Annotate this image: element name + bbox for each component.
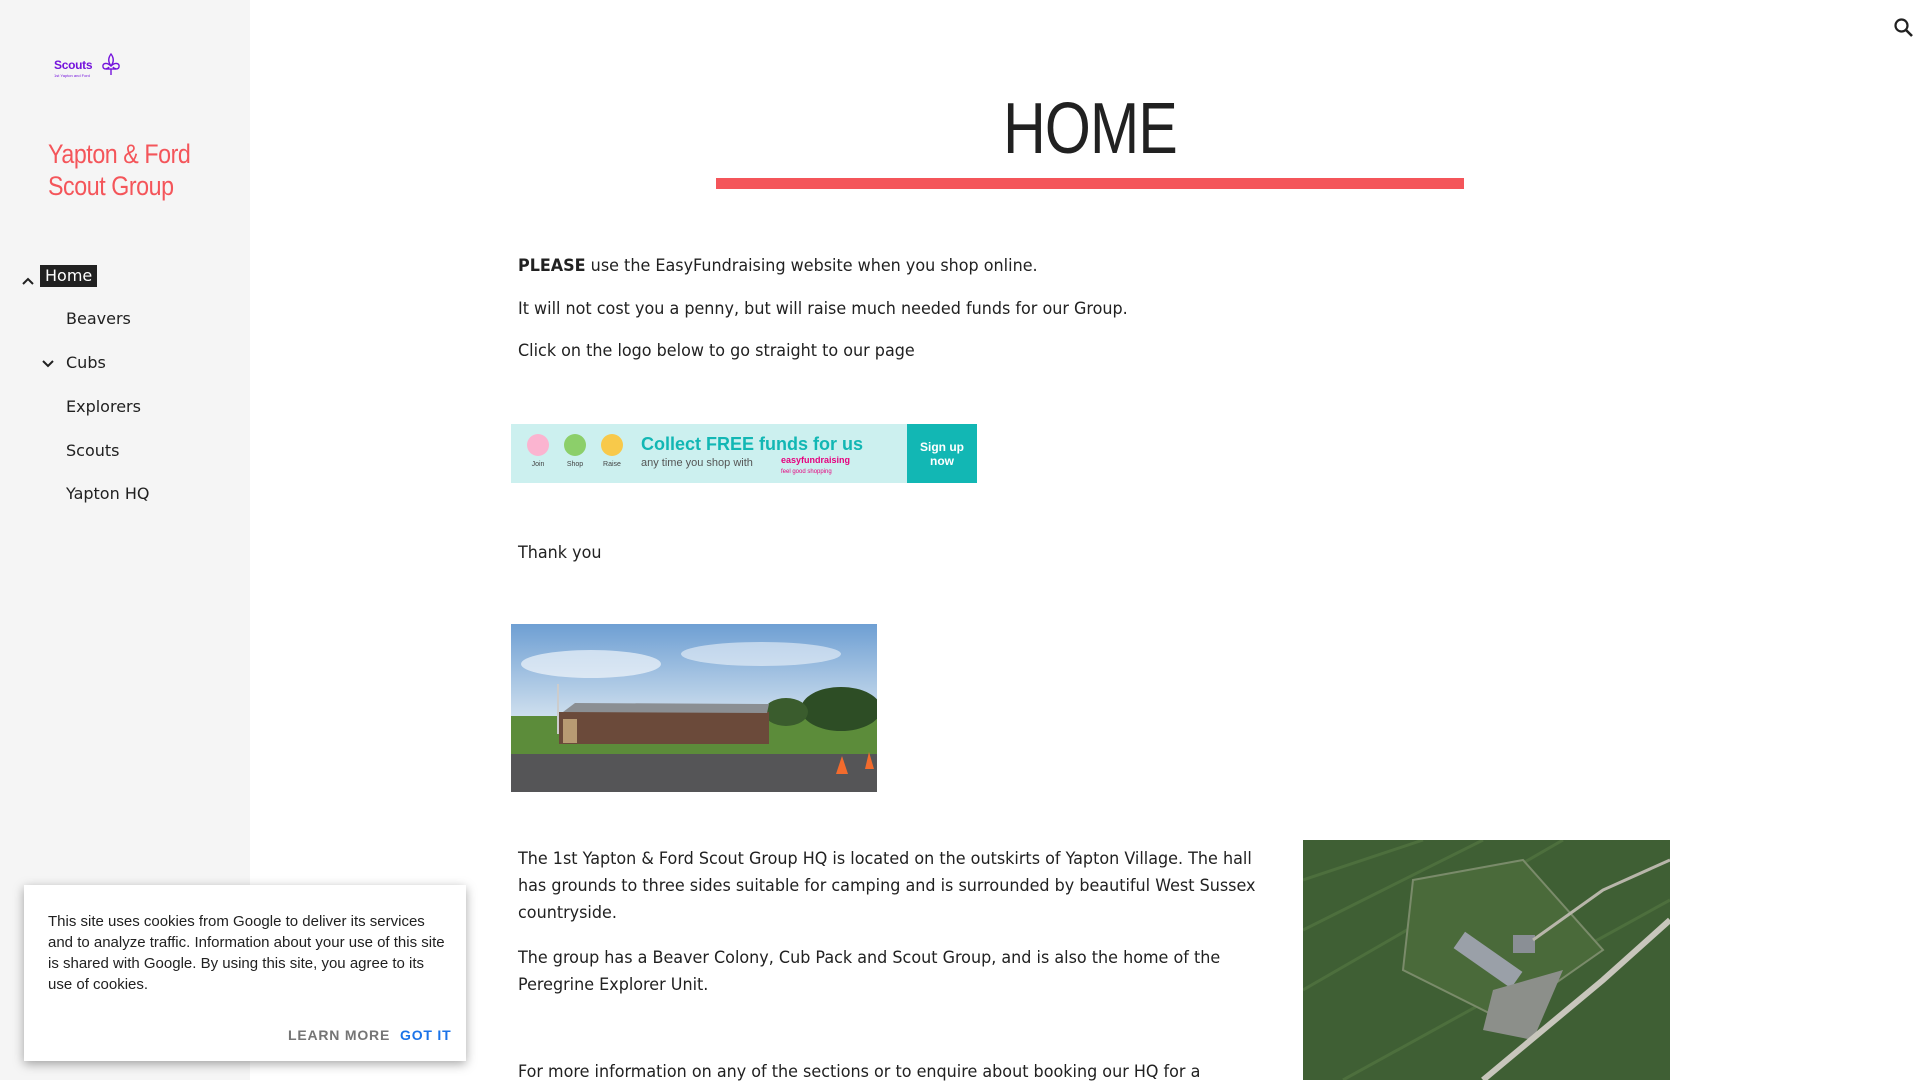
fundraising-text-1: use the EasyFundraising website when you shop online. (585, 256, 1038, 276)
cookie-message: This site uses cookies from Google to deliver its services and to analyze traffic. Information about your use of this site is shared with Google. By using this site, you agree to its use of cookies. (48, 913, 445, 993)
got-it-button[interactable]: GOT IT (400, 1027, 452, 1043)
coin-icon (601, 434, 623, 456)
sidebar-item-scouts[interactable]: Scouts (66, 441, 120, 460)
banner-shop-label: Shop (566, 461, 584, 468)
aerial-map-photo (1303, 840, 1670, 1080)
banner-subline: any time you shop with (641, 457, 753, 469)
search-icon[interactable] (1892, 16, 1916, 40)
please-bold: PLEASE (518, 256, 586, 276)
basket-icon (564, 434, 586, 456)
hq-paragraph-2: The group has a Beaver Colony, Cub Pack and Scout Group, and is also the home of the Peregrine Explorer Unit. (518, 948, 1221, 995)
title-underline (716, 178, 1464, 189)
efr-logo-text: easyfundraising (781, 455, 851, 465)
fundraising-paragraph-3: Click on the logo below to go straight to our page (518, 341, 915, 361)
signup-button[interactable]: Sign up now (907, 424, 977, 483)
banner-join-label: Join (531, 461, 545, 468)
site-title[interactable]: Yapton & Ford Scout Group (48, 139, 191, 201)
banner-headline: Collect FREE funds for us (641, 434, 864, 454)
hq-paragraph-1: The 1st Yapton & Ford Scout Group HQ is located on the outskirts of Yapton Village. The hall has grounds to three sides suitable for camping and is surrounded by beautiful West Sussex countryside. (518, 849, 1256, 923)
sidebar-item-yapton-hq[interactable]: Yapton HQ (66, 484, 150, 503)
page-title-text: HOME (1003, 89, 1177, 169)
scouts-logo[interactable] (52, 52, 124, 82)
sidebar-item-beavers[interactable]: Beavers (66, 309, 131, 328)
sidebar-item-cubs[interactable]: Cubs (66, 353, 106, 372)
easyfundraising-logo (781, 455, 850, 475)
thank-you-text: Thank you (518, 543, 602, 563)
chevron-up-icon[interactable] (20, 274, 36, 290)
page-title (716, 84, 1464, 174)
efr-logo-tag: feel good shopping (781, 469, 832, 475)
cookie-consent-dialog (24, 885, 466, 1061)
logo-word: Scouts (54, 58, 93, 72)
sidebar-item-explorers[interactable]: Explorers (66, 397, 141, 416)
sidebar-item-home[interactable]: Home (40, 265, 97, 287)
banner-raise-label: Raise (603, 461, 621, 468)
hq-paragraph-3: For more information on any of the sections or to enquire about booking our HQ for a (518, 1062, 1201, 1082)
fleur-de-lis-icon (100, 52, 122, 78)
heart-icon (527, 434, 549, 456)
fundraising-paragraph-2: It will not cost you a penny, but will raise much needed funds for our Group. (518, 299, 1128, 319)
learn-more-button[interactable]: LEARN MORE (288, 1027, 391, 1043)
fundraising-paragraph-1 (518, 253, 1038, 280)
easyfundraising-banner[interactable] (511, 424, 977, 483)
chevron-down-icon[interactable] (40, 355, 56, 371)
logo-subtitle: 1st Yapton and Ford (54, 73, 90, 78)
scout-hall-photo (511, 624, 877, 792)
